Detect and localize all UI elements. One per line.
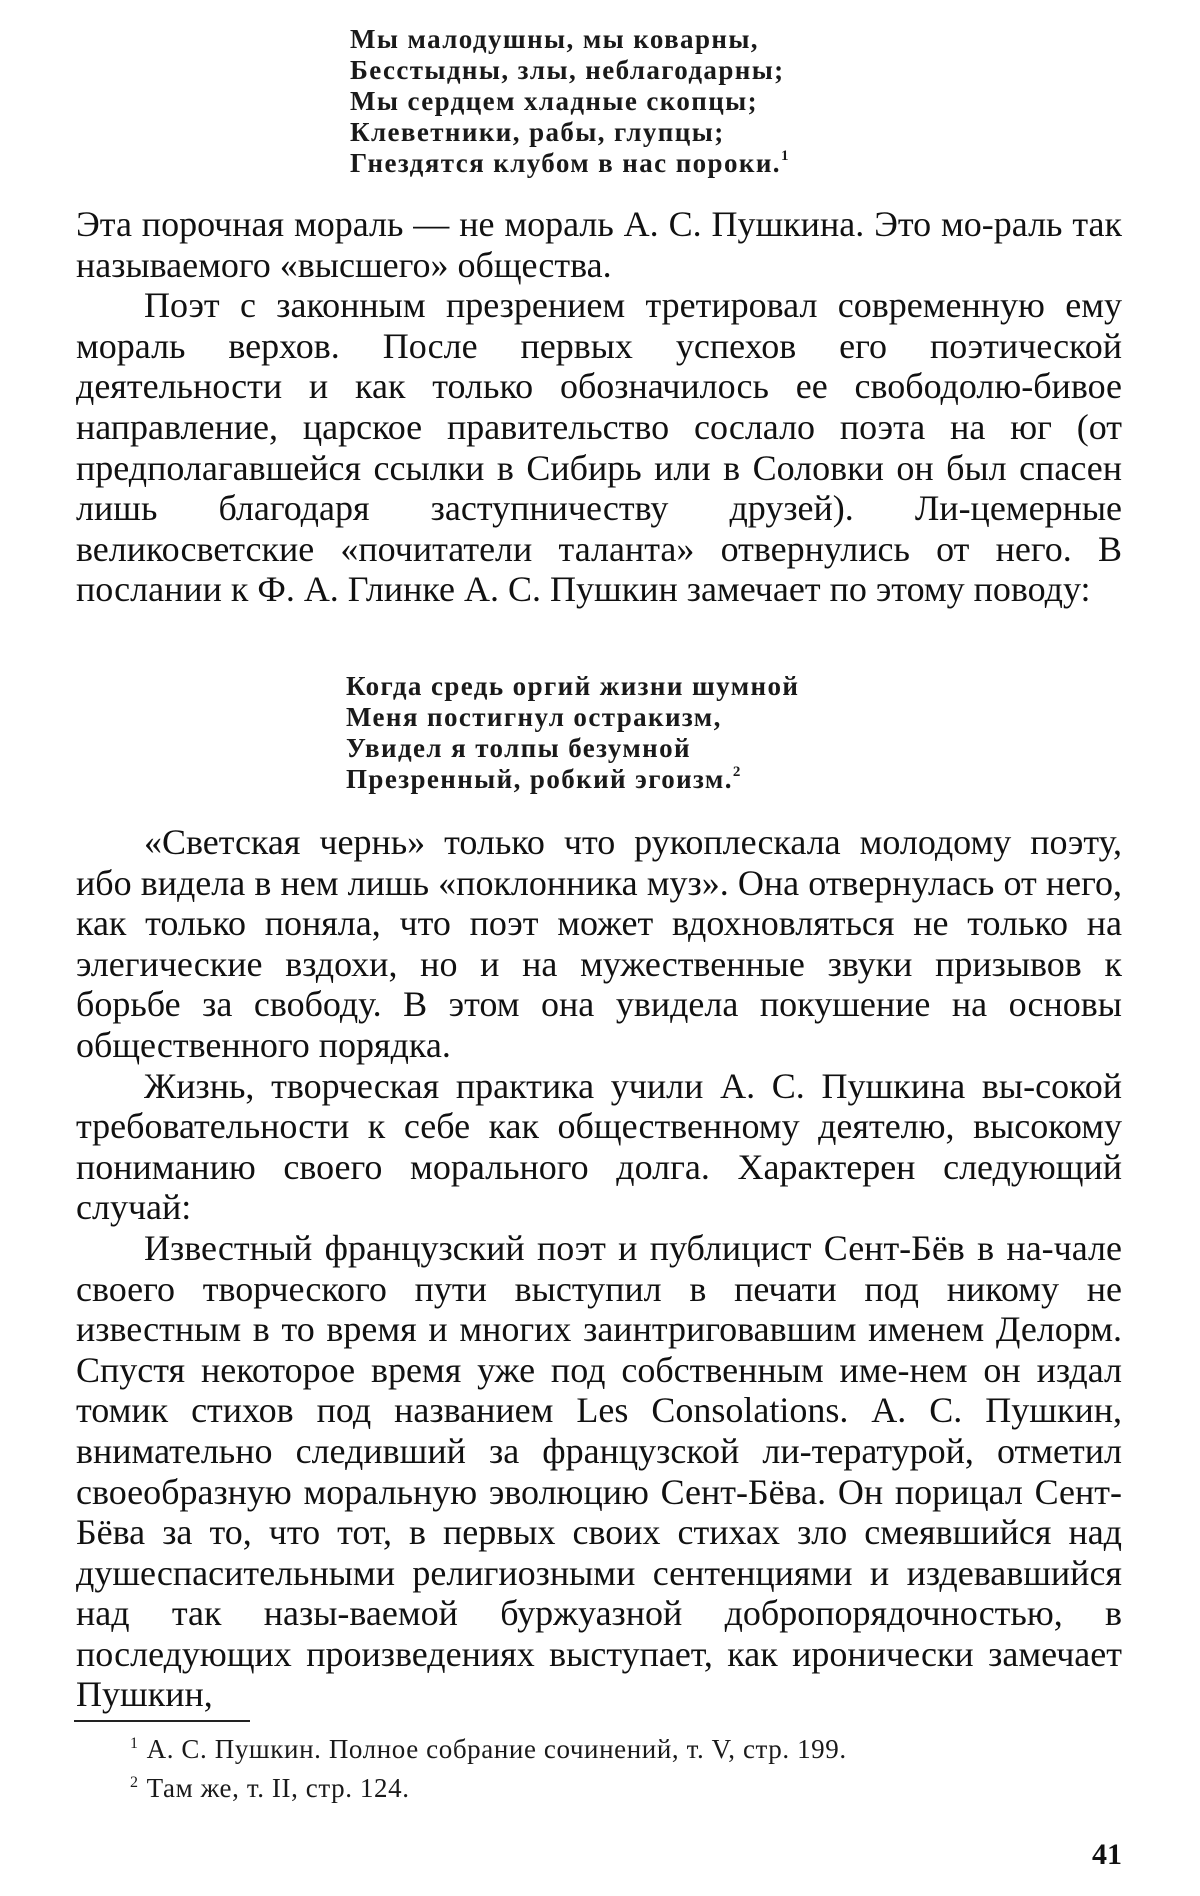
paragraph: Поэт с законным презрением третировал современную ему мораль верхов. После первых успехов его поэтической деятельности и как только обозначилось ее свободолю-бивое направление, царское правительство сослало поэта на юг (от предполагавшейся ссылки в Сибирь или в Соловки он был спасен лишь благодаря заступничеству друзей). Ли-цемерные великосветские «почитатели таланта» отвернулись от него. В послании к Ф. А. Глинке А. С. Пушкин замечает по этому поводу: (76, 285, 1122, 610)
verse-line: Бесстыдны, злы, неблагодарны; (350, 55, 785, 85)
epigraph-verse (350, 24, 790, 179)
paragraph: Эта порочная мораль — не мораль А. С. Пушкина. Это мо-раль так называемого «высшего» общества. (76, 204, 1122, 285)
verse-line: Увидел я толпы безумной (346, 733, 691, 763)
footnotes (130, 1727, 847, 1805)
verse-line: Клеветники, рабы, глупцы; (350, 117, 725, 147)
verse-line: Меня постигнул остракизм, (346, 702, 722, 732)
paragraph: Известный французский поэт и публицист Сент-Бёв в на-чале своего творческого пути выступил в печати под никому не известным в то время и многих заинтриговавшим именем Делорм. Спустя некоторое время уже под собственным име-нем он издал томик стихов под названием Les Consolations. А. С. Пушкин, внимательно следивший за французской ли-тературой, отметил своеобразную моральную эволюцию Сент-Бёва. Он порицал Сент-Бёва за то, что тот, в первых своих стихах зло смеявшийся над душеспасительными религиозными сентенциями и издевавшийся над так назы-ваемой буржуазной добропорядочностью, в последующих произведениях выступает, как иронически замечает Пушкин, (76, 1227, 1122, 1715)
footnote-mark: 2 (130, 1774, 139, 1791)
footnote-mark: 1 (780, 148, 790, 164)
verse-line: Мы сердцем хладные скопцы; (350, 86, 759, 116)
page-number: 41 (1092, 1838, 1122, 1871)
verse-line (346, 764, 799, 795)
footnote-mark: 1 (130, 1735, 139, 1752)
paragraph: Жизнь, творческая практика учили А. С. Пушкина вы-сокой требовательности к себе как общественному деятелю, высокому пониманию своего морального долга. Характерен следующий случай: (76, 1065, 1122, 1228)
verse-line: Мы малодушны, мы коварны, (350, 24, 759, 54)
body-text-section-2 (76, 822, 1122, 1715)
footnote-text: А. С. Пушкин. Полное собрание сочинений, т. V, стр. 199. (146, 1734, 847, 1764)
paragraph: «Светская чернь» только что рукоплескала молодому поэту, ибо видела в нем лишь «поклонника муз». Она отвернулась от него, как только поняла, что поэт может вдохновляться не только на элегические вздохи, но и на мужественные звуки призывов к борьбе за свободу. В этом она увидела покушение на основы общественного порядка. (76, 822, 1122, 1065)
verse-line (350, 148, 790, 179)
footnote-text: Там же, т. II, стр. 124. (146, 1773, 410, 1803)
body-text-section-1 (76, 204, 1122, 610)
footnote-divider (74, 1720, 250, 1722)
verse-line-text: Презренный, робкий эгоизм. (346, 764, 733, 794)
footnote-mark: 2 (732, 764, 742, 780)
quoted-verse (346, 671, 799, 795)
footnote (130, 1727, 847, 1766)
verse-line: Когда средь оргий жизни шумной (346, 671, 800, 701)
footnote (130, 1766, 847, 1805)
verse-line-text: Гнездятся клубом в нас пороки. (350, 148, 781, 178)
